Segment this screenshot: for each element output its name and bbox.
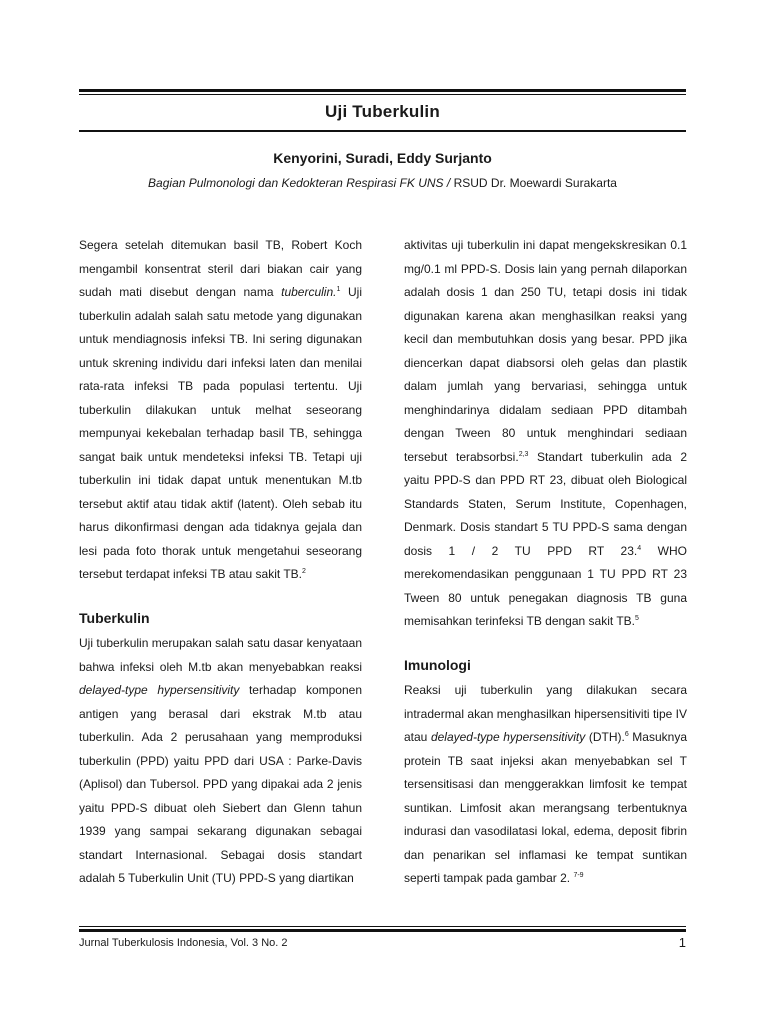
right-column (404, 234, 687, 891)
imunologi-paragraph (404, 679, 687, 891)
citation-sup: 6 (624, 731, 629, 738)
header-rule-top-thick (79, 89, 686, 92)
dosage-paragraph (404, 234, 687, 634)
title-rule-bottom (79, 130, 686, 132)
affiliation-department: Bagian Pulmonologi dan Kedokteran Respirasi FK UNS / (148, 176, 451, 190)
affiliation-hospital: RSUD Dr. Moewardi Surakarta (453, 176, 617, 190)
citation-sup: 2 (302, 568, 306, 575)
intro-paragraph (79, 234, 362, 587)
citation-sup: 4 (637, 544, 642, 552)
imunologi-text-a: Reaksi uji tuberkulin yang dilakukan secara intradermal akan menghasilkan hipersensitiviti tipe IV atau (404, 683, 687, 744)
section-heading-imunologi: Imunologi (404, 656, 471, 673)
dosage-text-b: Standart tuberkulin ada 2 yaitu PPD-S dan PPD RT 23, dibuat oleh Biological Standards Staten, Serum Institute, Copenhagen, Denmark. Dosis standart 5 TU PPD-S sama dengan dosis 1 / 2 TU PPD RT 23. (404, 449, 687, 558)
tuberkulin-italic-term: delayed-type hypersensitivity (79, 683, 240, 697)
dosage-text-a: aktivitas uji tuberkulin ini dapat mengekskresikan 0.1 mg/0.1 ml PPD-S. Dosis lain yang pernah dilaporkan adalah dosis 1 dan 250 TU, tetapi dosis ini tidak digunakan karena akan menghasilkan reaksi yang kecil dan membutuhkan dosis yang besar. PPD jika diencerkan dapat diabsorsi oleh gelas dan plastik dalam jumlah yang bervariasi, sehingga untuk menghindarinya didalam sediaan PPD ditambah dengan Tween 80 untuk menghindari sediaan tersebut terabsorbsi. (404, 238, 687, 464)
imunologi-text-b: (DTH). (585, 730, 625, 744)
intro-text-b: Uji tuberkulin adalah salah satu metode yang digunakan untuk mendiagnosis infeksi TB. Ini sering digunakan untuk skrening individu dari infeksi laten dan menilai rata-rata infeksi TB pada populasi tertentu. Uji tuberkulin dilakukan untuk melhat seseorang mempunyai kekebalan terhadap basil TB, sehingga sangat baik untuk mendeteksi infeksi TB. Tetapi uji tuberkulin ini tidak dapat untuk menentukan M.tb tersebut aktif atau tidak aktif (latent). Oleh sebab itu harus dikonfirmasi dengan ada tidaknya gejala dan lesi pada foto thorak untuk mengetahui seseorang tersebut terdapat infeksi TB atau sakit TB. (79, 285, 362, 581)
article-authors: Kenyorini, Suradi, Eddy Surjanto (273, 150, 492, 166)
header-rule-top-thin (79, 94, 686, 95)
tuberkulin-paragraph (79, 632, 362, 891)
citation-sup: 7-9 (573, 872, 584, 879)
intro-text-a: Segera setelah ditemukan basil TB, Robert Koch mengambil konsentrat steril dari biakan cair yang sudah mati disebut dengan nama (79, 238, 362, 299)
intro-italic-term: tuberculin. (281, 285, 337, 299)
article-title: Uji Tuberkulin (325, 102, 440, 121)
page-number: 1 (678, 935, 686, 950)
imunologi-text-c: Masuknya protein TB saat injeksi akan menyebabkan sel T tersensitisasi dan menggerakkan limfosit ke tempat suntikan. Limfosit akan merangsang terbentuknya indurasi dan vasodilatasi lokal, edema, deposit fibrin dan penarikan sel inflamasi ke tempat suntikan seperti tampak pada gambar 2. (404, 730, 687, 885)
article-affiliation (79, 176, 686, 190)
citation-sup: 2,3 (518, 450, 529, 458)
tuberkulin-text-b: terhadap komponen antigen yang berasal dari ekstrak M.tb atau tuberkulin. Ada 2 perusahaan yang memproduksi tuberkulin (PPD) yaitu PPD dari USA : Parke-Davis (Aplisol) dan Tubersol. PPD yang dipakai ada 2 jenis yaitu PPD-S dibuat oleh Siebert dan Glenn tahun 1939 yang sampai sekarang digunakan sebagai standart Internasional. Sebagai dosis standart adalah 5 Tuberkulin Unit (TU) PPD-S yang diartikan (79, 683, 362, 885)
citation-sup: 1 (336, 286, 341, 293)
left-column (79, 234, 362, 891)
imunologi-italic-term: delayed-type hypersensitivity (430, 730, 586, 744)
footer-rule-thin (79, 926, 686, 927)
tuberkulin-text-a: Uji tuberkulin merupakan salah satu dasar kenyataan bahwa infeksi oleh M.tb akan menyebabkan reaksi (79, 636, 362, 674)
dosage-text-c: WHO merekomendasikan penggunaan 1 TU PPD RT 23 Tween 80 untuk penegakan diagnosis TB guna memisahkan terinfeksi TB dengan sakit TB. (404, 543, 687, 628)
section-heading-tuberkulin: Tuberkulin (79, 609, 150, 626)
footer-journal: Jurnal Tuberkulosis Indonesia, Vol. 3 No. 2 (79, 937, 288, 949)
citation-sup: 5 (635, 615, 639, 622)
footer-rule-thick (79, 929, 686, 932)
